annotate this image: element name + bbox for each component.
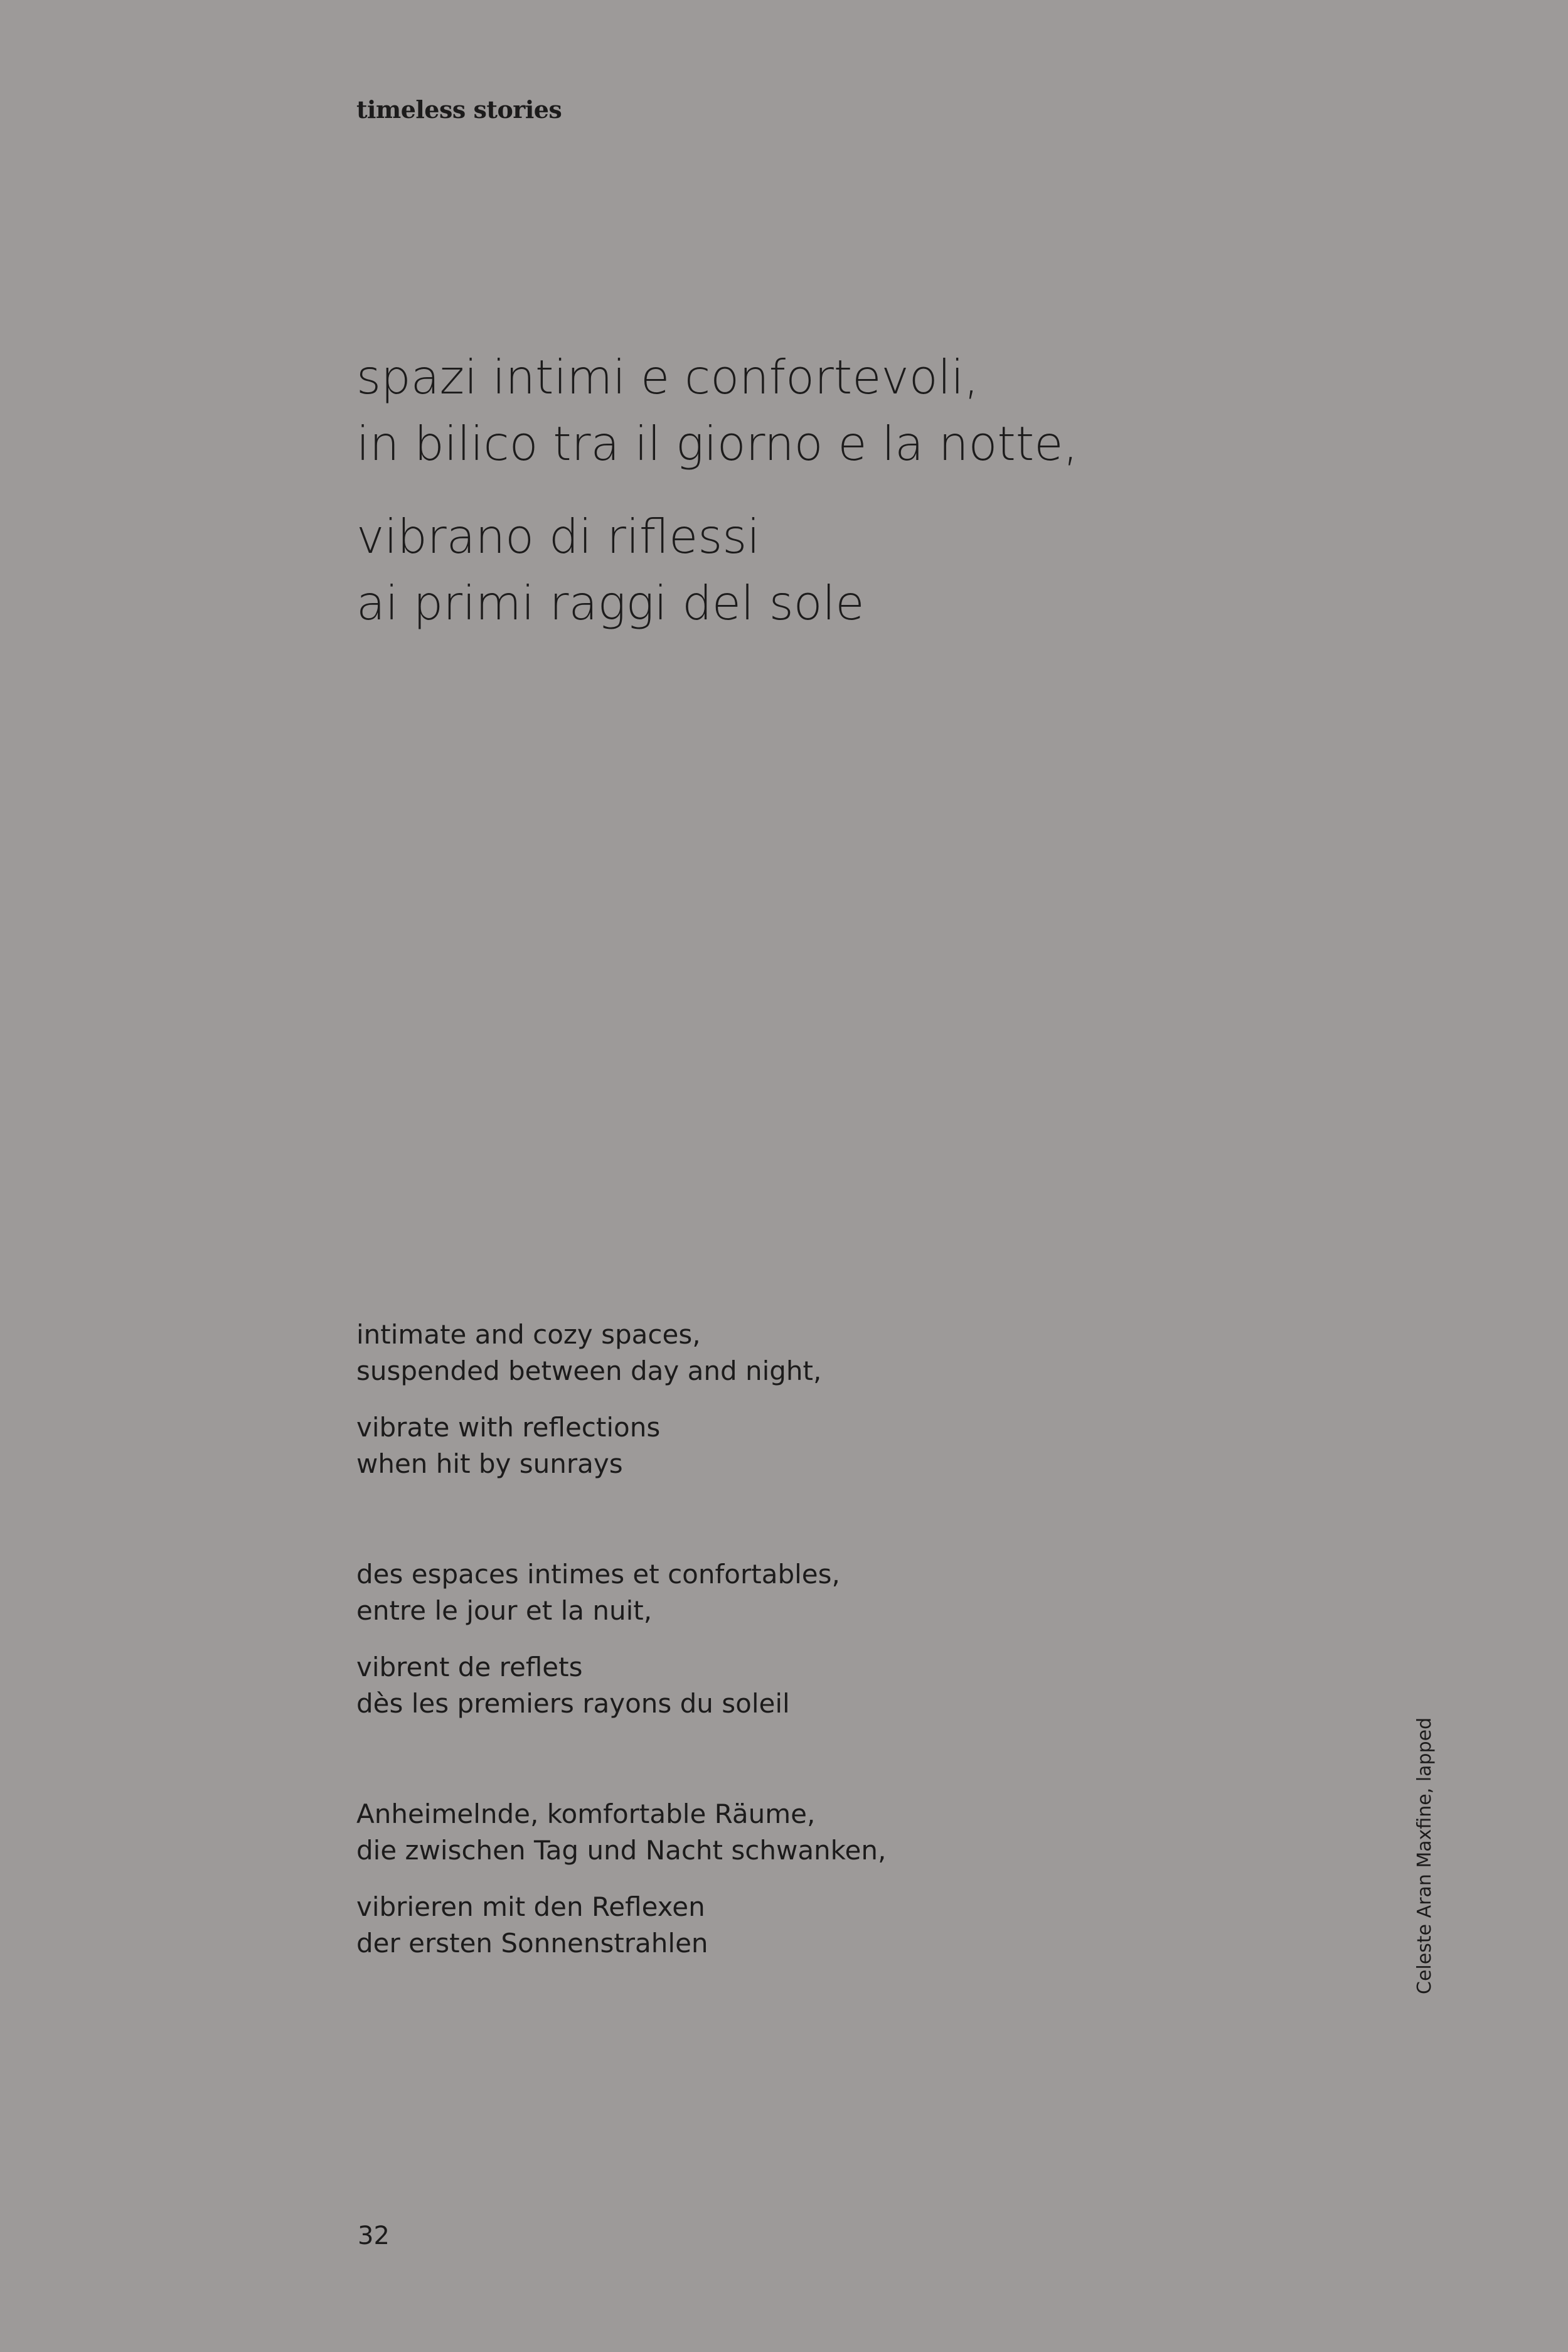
poem-line: ai primi raggi del sole [356,575,865,631]
translation-line: Anheimelnde, komfortable Räume, [356,1799,816,1829]
poem-line: in bilico tra il giorno e la notte, [356,416,1079,471]
translation-stanza [356,1317,886,1389]
translation-line: des espaces intimes et confortables, [356,1559,840,1590]
translation-stanza [356,1889,886,1962]
translation-line: der ersten Sonnenstrahlen [356,1928,708,1959]
translation-line: entre le jour et la nuit, [356,1595,653,1626]
translation-line: dès les premiers rayons du soleil [356,1688,790,1719]
french-translation [356,1556,886,1722]
german-translation [356,1796,886,1962]
running-header: timeless stories [356,95,562,124]
poem-stanza [356,344,1078,477]
poem-line: spazi intimi e confortevoli, [356,350,979,405]
english-translation [356,1317,886,1482]
page-number: 32 [358,2221,390,2250]
translation-line: die zwischen Tag und Nacht schwanken, [356,1835,887,1866]
translation-stanza [356,1556,886,1629]
italian-poem [356,344,1078,663]
translation-line: vibrieren mit den Reflexen [356,1891,705,1922]
photo-credit: Celeste Aran Maxfine, lapped [1414,1717,1436,1994]
translation-stanza [356,1649,886,1722]
poem-stanza [356,503,1078,636]
translation-line: when hit by sunrays [356,1448,623,1479]
translations [356,1317,886,2036]
translation-line: vibrent de reflets [356,1652,583,1682]
poem-line: vibrano di riflessi [356,509,760,564]
translation-line: suspended between day and night, [356,1355,822,1386]
translation-stanza [356,1796,886,1869]
translation-line: intimate and cozy spaces, [356,1319,701,1350]
translation-line: vibrate with reflections [356,1412,661,1443]
translation-stanza [356,1409,886,1482]
